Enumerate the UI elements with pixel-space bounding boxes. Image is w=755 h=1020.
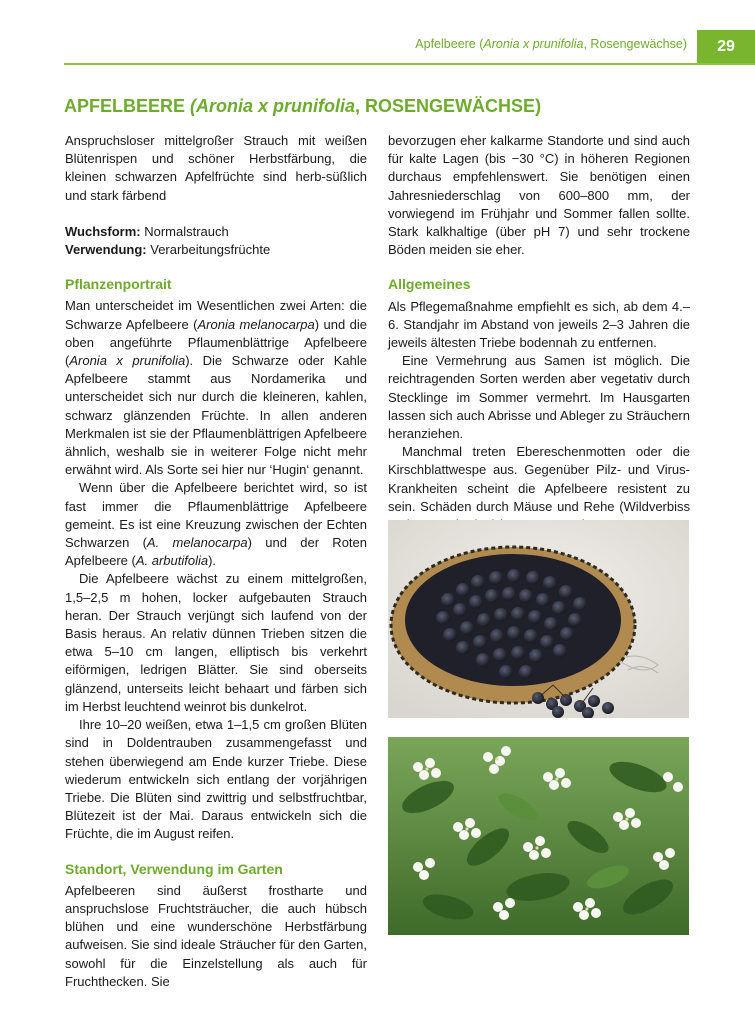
running-header-prefix: Apfelbeere (	[415, 37, 484, 51]
allgemeines-paragraph-2: Eine Vermehrung aus Samen ist möglich. Die reichtragenden Sorten werden aber vegetativ durch Stecklinge im Sommer vermehrt. Im Hausgarten lassen sich auch Abrisse und Ableger zu Sträuchern heranziehen.	[388, 353, 690, 442]
title-main: APFELBEERE	[64, 96, 191, 116]
allgemeines-paragraph-3: Manchmal treten Ebereschenmotten oder die Kirschblattwespe aus. Gegenüber Pilz- und Virus-Krankheiten scheint die Apfelbeere resistent zu sein. Schäden durch Mäuse und Rehe (Wildverbiss	[388, 444, 690, 514]
p1-b: Aronia melanocarpa	[197, 316, 315, 332]
p2-e: ).	[208, 553, 217, 569]
standort-paragraph-2: bevorzugen eher kalkarme Standorte und sind auch für kalte Lagen (bis −30 °C) in höheren Regionen durchaus empfehlenswert. Sie benötigen einen Jahresniederschlag von 600–800 mm, der vorwiegend im Frühjahr und Sommer fallen sollte. Stark kalkhaltige (über pH 7) und sehr trockene Böden meiden sie eher.	[388, 133, 690, 258]
p1-a: Man unterscheidet im Wesentlichen zwei Arten: die Schwarze Apfelbeere (	[65, 298, 367, 332]
meta-verwendung	[65, 241, 367, 259]
right-column	[388, 132, 690, 534]
running-header-suffix: , Rosengewächse)	[583, 37, 687, 51]
p2-b: A. melanocarpa	[146, 535, 248, 551]
standort-paragraph-1: Apfelbeeren sind äußerst frostharte und anspruchslose Fruchtsträucher, die auch hübsch blühen und eine wunderschöne Herbstfärbung aufweisen. Sie sind ideale Sträucher für den Garten, sowohl für die Einzelstellung als auch für Fruchthecken. Sie	[65, 882, 367, 989]
heading-allgemeines: Allgemeines	[388, 276, 471, 293]
verwendung-label: Verwendung:	[65, 242, 147, 258]
title-latin: (Aronia x prunifolia	[190, 96, 356, 116]
photo-berries-basket	[388, 520, 689, 718]
portrait-paragraph-1	[65, 297, 367, 479]
heading-standort: Standort, Verwendung im Garten	[65, 860, 283, 877]
intro-text: Anspruchsloser mittelgroßer Strauch mit weißen Blütenrispen und schöner Herbstfärbung, die kleinen schwarzen Apfelfrüchte sind herb-süßlich und stark färbend	[65, 133, 367, 203]
verwendung-value: Verarbeitungsfrüchte	[146, 242, 271, 258]
title-rest: , ROSENGEWÄCHSE)	[355, 96, 542, 116]
p2-d: A. arbutifolia	[135, 553, 209, 569]
running-header-latin: Aronia x prunifolia	[483, 37, 584, 51]
portrait-paragraph-4: Ihre 10–20 weißen, etwa 1–1,5 cm großen Blüten sind in Doldentrauben zusammengefasst und stehen überwiegend am Ende kurzer Triebe. Diese wiederum entwickeln sich entlang der vorjährigen Triebe. Die Blüten sind zwittrig und selbstfruchtbar, Blütezeit ist der Mai. Daraus entwickeln sich die Früchte, die im August reifen.	[65, 717, 367, 842]
meta-wuchsform	[65, 223, 367, 241]
portrait-paragraph-2	[65, 479, 367, 570]
allgemeines-paragraph-1: Als Pflegemaßnahme empfiehlt es sich, ab dem 4.–6. Standjahr im Abstand von jeweils 2–3 Jahren die jeweils ältesten Triebe bodennah zu entfernen.	[388, 298, 690, 351]
blossoms-image	[388, 737, 689, 935]
portrait-paragraph-3: Die Apfelbeere wächst zu einem mittelgroßen, 1,5–2,5 m hohen, locker aufgebauten Strauch heran. Der Strauch verjüngt sich laufend von der Basis heraus. An relativ dünnen Trieben sitzen die etwa 5–10 cm langen, elliptisch bis verkehrt eiförmigen, ledrigen Blätter. Sie sind oberseits glänzend, unterseits leicht behaart und färben sich im Herbst leuchtend weinrot bis dunkelrot.	[65, 571, 367, 714]
wuchsform-value: Normalstrauch	[140, 223, 229, 239]
p1-e: ). Die Schwarze oder Kahle Apfelbeere stammt aus Nordamerika und unterscheidet sich nur durch die kleineren, kahlen, schwarz glänzenden Früchte. In allen anderen Merkmalen ist sie der Pflaumenblättrigen Apfelbeere ähnlich, weshalb sie in weiterer Folge nicht mehr erwähnt wird. Als Sorte sei hier nur ‘Hugin‘ genannt.	[65, 353, 367, 478]
photo-blossoms	[388, 737, 689, 935]
header-rule	[64, 63, 755, 65]
wuchsform-label: Wuchsform:	[65, 223, 141, 239]
p1-c: ) und die oben angeführte Pflaumenblättrige Apfelbeere (	[65, 316, 367, 369]
p2-c: ) und der Roten Apfelbeere (	[65, 535, 367, 569]
p1-d: Aronia x prunifolia	[69, 353, 186, 369]
page-title	[64, 96, 541, 117]
left-column	[65, 132, 367, 991]
page-number: 29	[697, 30, 755, 63]
running-header	[415, 34, 687, 54]
berries-basket-image	[388, 520, 689, 718]
heading-pflanzenportrait: Pflanzenportrait	[65, 276, 172, 293]
p2-a: Wenn über die Apfelbeere berichtet wird, so ist fast immer die Pflaumenblättrige Apfelbeere gemeint. Es ist eine Kreuzung zwischen der Echten Schwarzen (	[65, 480, 367, 551]
